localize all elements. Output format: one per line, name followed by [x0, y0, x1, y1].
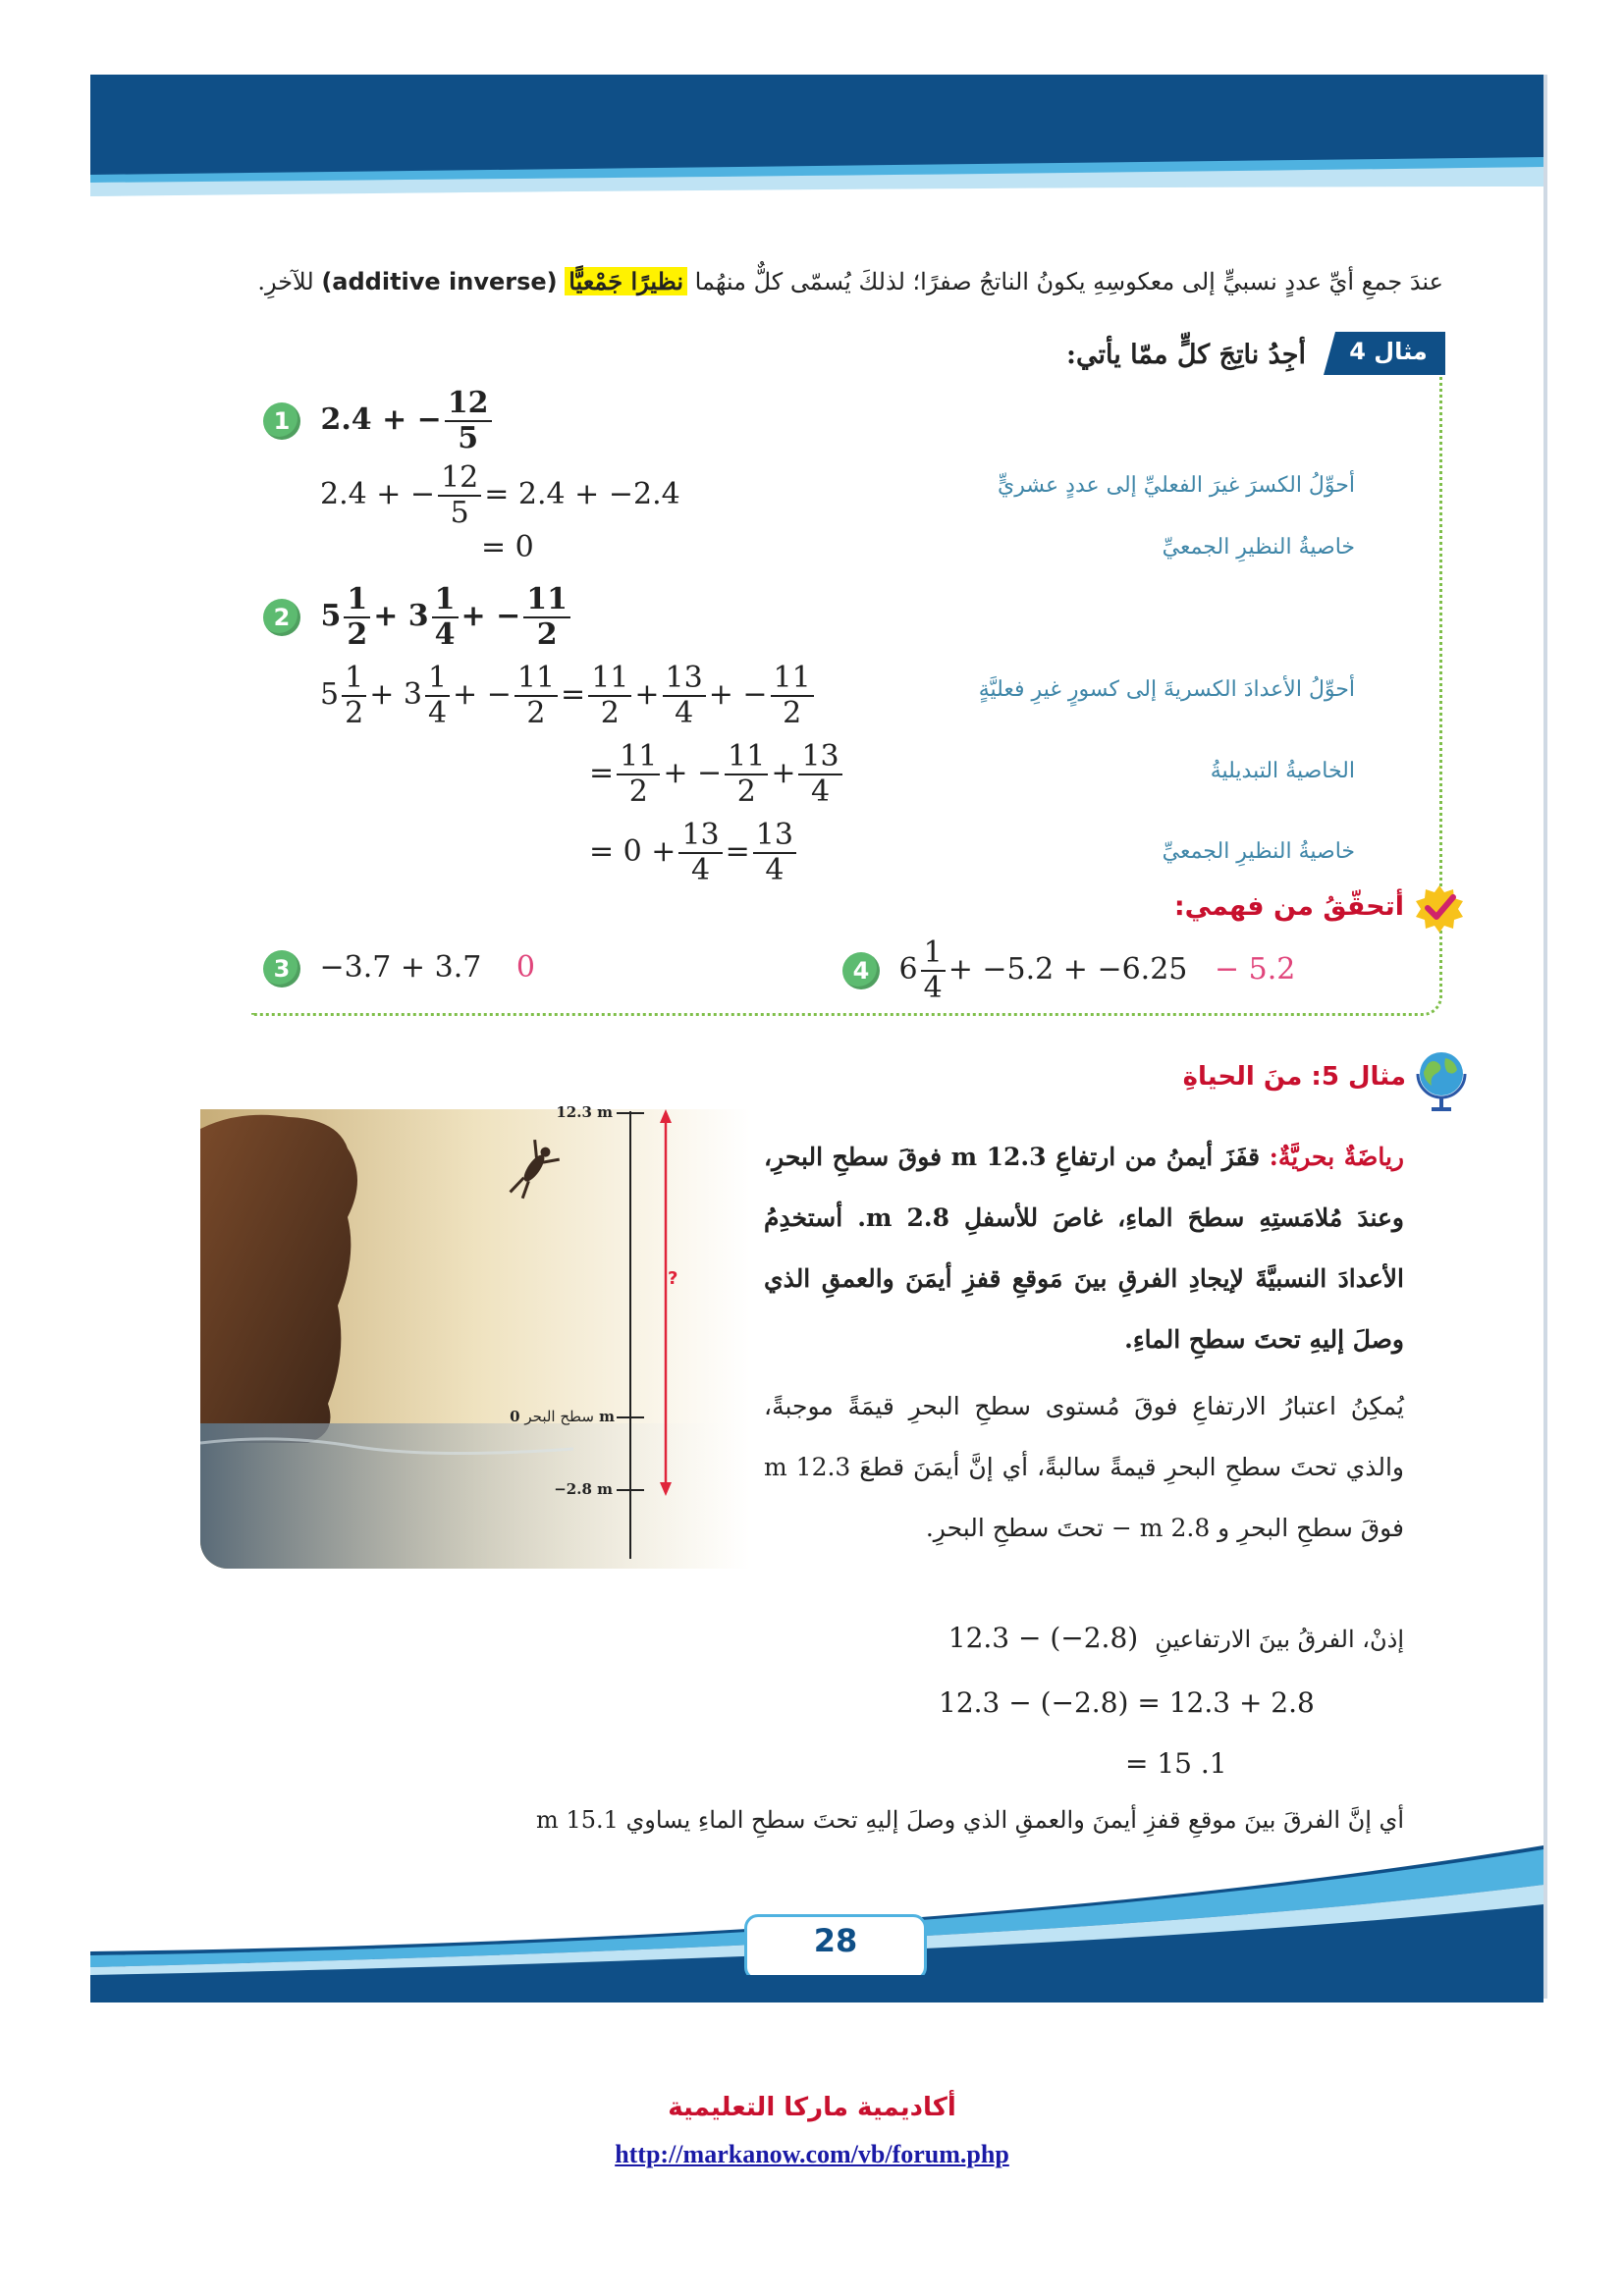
problem-1-step-1	[320, 460, 680, 530]
fraction-numerator: 13	[798, 742, 841, 775]
fraction-denominator: 2	[628, 774, 648, 809]
fraction-denominator: 4	[923, 971, 943, 1005]
fraction-denominator: 5	[458, 421, 479, 455]
problem-4-answer: − 5.2	[1214, 952, 1296, 987]
problem-1-note-2: خاصيةُ النظيرِ الجمعيِّ	[1162, 535, 1355, 560]
fraction-numerator: 11	[725, 742, 768, 775]
fraction-denominator: 4	[811, 774, 831, 809]
fraction-denominator: 2	[783, 696, 802, 730]
problem-2-step-2	[589, 739, 845, 809]
calc-line-2: 12.3 − (−2.8) = 12.3 + 2.8	[939, 1686, 1315, 1719]
problem-3-answer: 0	[515, 950, 535, 985]
operator: =	[561, 677, 586, 712]
operator: + −	[663, 756, 723, 790]
fraction-denominator: 4	[434, 617, 456, 652]
fraction-denominator: 2	[736, 774, 756, 809]
calc-conclusion: أي إنَّ الفرقَ بينَ موقعِ قفزِ أيمنَ والعمقِ الذي وصلَ إليهِ تحتَ سطحِ الماءِ يساوي 15.1 m	[536, 1806, 1404, 1834]
calc-line-1	[785, 1622, 1404, 1654]
fraction-numerator: 12	[445, 389, 492, 422]
fraction-denominator: 4	[675, 696, 694, 730]
fraction-denominator: 4	[427, 696, 448, 730]
problem-2-question	[263, 582, 573, 652]
globe-icon	[1414, 1048, 1471, 1113]
operator: + −	[460, 599, 521, 633]
fraction-numerator: 1	[425, 664, 450, 697]
footer-band-bottom	[90, 1975, 1543, 1999]
problem-3	[263, 950, 535, 988]
fraction-denominator: 2	[347, 617, 368, 652]
fraction-numerator: 13	[663, 664, 706, 697]
intro-suffix: للآخرِ.	[257, 268, 314, 295]
problem-1-result: = 0	[481, 530, 534, 564]
problem-2-note-3: خاصيةُ النظيرِ الجمعيِّ	[1162, 839, 1355, 864]
problem-4	[842, 935, 1296, 1005]
intro-term-highlight: نظيرًا جَمْعيًّا	[565, 267, 687, 295]
calc-line-1-math: 12.3 − (−2.8)	[947, 1622, 1139, 1654]
height-label-bottom: −2.8 m	[554, 1480, 613, 1498]
academy-link[interactable]: http://markanow.com/vb/forum.php	[615, 2140, 1009, 2168]
sea-level-number: 0 m	[510, 1408, 615, 1425]
fraction-numerator: 13	[753, 821, 796, 854]
whole-number: 6	[898, 952, 918, 987]
fraction-numerator: 1	[432, 585, 459, 618]
operator: + −	[708, 677, 768, 712]
p1-s-term: 2.4 + −	[320, 477, 436, 511]
calc-line-3: = 15 .1	[1125, 1747, 1227, 1780]
operator: =	[725, 834, 750, 869]
example5-paragraph-2: يُمكِنُ اعتبارُ الارتفاعِ فوقَ مُستوى سطحِ البحرِ قيمَةً موجبةً، والذي تحتَ سطحِ البحرِ قيمةً سالبةً، أي إنَّ أيمَنَ قطعَ 12.3 m فوقَ سطحِ البحرِ و 2.8 m − تحتَ سطحِ البحرِ.	[764, 1392, 1404, 1542]
sea-level-word: سطح البحر	[524, 1408, 594, 1425]
height-question-mark: ?	[668, 1268, 678, 1289]
fraction-denominator: 5	[450, 496, 469, 530]
operator: =	[589, 756, 615, 790]
example5-paragraph-1	[764, 1127, 1404, 1370]
fraction-denominator: 2	[600, 696, 620, 730]
problem-3-expression: −3.7 + 3.7	[319, 950, 482, 985]
problem-4-expression: + −5.2 + −6.25	[947, 952, 1188, 987]
fraction-denominator: 4	[690, 853, 711, 887]
fraction-denominator: 2	[345, 696, 364, 730]
whole-number: 5	[320, 599, 342, 633]
problem-1-note-1: أحوِّلُ الكسرَ غيرَ الفعليِّ إلى عددٍ عشريٍّ	[998, 473, 1355, 498]
fraction-numerator: 11	[588, 664, 631, 697]
height-label-top: 12.3 m	[556, 1103, 613, 1121]
fraction-numerator: 1	[342, 664, 366, 697]
height-label-zero	[477, 1408, 615, 1425]
operator: = 0 +	[589, 834, 677, 869]
example4-title: أجِدُ ناتِجَ كلٍّ ممّا يأتي:	[1066, 340, 1306, 370]
fraction-numerator: 11	[617, 742, 660, 775]
operator: +	[771, 756, 796, 790]
problem-number-1: 1	[263, 402, 300, 440]
example4-tab-label: مثال 4	[1349, 338, 1428, 365]
fraction-denominator: 4	[765, 853, 785, 887]
intro-english-term: (additive inverse)	[321, 268, 558, 295]
fraction-numerator: 11	[514, 664, 558, 697]
example5-para1-text: قفَزَ أيمنُ من ارتفاعِ 12.3 m فوقَ سطحِ البحرِ، وعندَ مُلامَستِهِ سطحَ الماءِ، غاصَ للأسفلِ 2.8 m. أستخدِمُ الأعدادَ النسبيَّةَ لإيجادِ الفرقِ بينَ مَوقعِ قفزِ أيمَنَ والعمقِ الذي وصلَ إليهِ تحتَ سطحِ الماءِ.	[764, 1143, 1404, 1354]
page-number: 28	[813, 1922, 858, 1959]
intro-sentence	[216, 267, 1443, 295]
fraction-numerator: 1	[921, 938, 946, 972]
fraction-numerator: 12	[438, 463, 481, 497]
problem-1-question	[263, 386, 495, 455]
problem-2-step-1	[320, 661, 817, 730]
operator: + −	[453, 677, 512, 712]
header-wave	[90, 157, 1543, 226]
fraction-numerator: 11	[771, 664, 814, 697]
height-scale	[609, 1105, 687, 1567]
page-edge-stripe	[1543, 75, 1547, 1999]
operator: + 3	[369, 677, 422, 712]
intro-prefix: عندَ جمعِ أيِّ عددٍ نسبيٍّ إلى معكوسِهِ يكونُ الناتجُ صفرًا؛ لذلكَ يُسمّى كلٌّ منهُما	[694, 268, 1443, 295]
whole-number: 5	[320, 677, 340, 712]
problem-number-2: 2	[263, 599, 300, 636]
problem-number-3: 3	[263, 950, 300, 988]
problem-2-note-1: أحوِّلُ الأعدادَ الكسريةَ إلى كسورٍ غيرِ فعليَّةٍ	[978, 677, 1355, 702]
calc-line-1-text: إذنْ، الفرقُ بينَ الارتفاعينِ	[1155, 1626, 1404, 1653]
problem-2-step-3	[589, 818, 799, 887]
problem-number-4: 4	[842, 952, 880, 989]
academy-name: أكاديمية ماركا التعليمية	[668, 2093, 956, 2122]
operator: + 3	[373, 599, 429, 633]
fraction-numerator: 1	[344, 585, 370, 618]
operator: +	[634, 677, 660, 712]
problem-2-note-2: الخاصيةُ التبديليةُ	[1210, 759, 1355, 783]
p1-s-result: = 2.4 + −2.4	[484, 477, 680, 511]
example5-title: مثال 5: منَ الحياةِ	[1182, 1062, 1406, 1092]
example5-lead: رياضَةٌ بحريَّةٌ:	[1269, 1143, 1404, 1171]
fraction-denominator: 2	[536, 617, 558, 652]
fraction-numerator: 11	[523, 585, 570, 618]
fraction-numerator: 13	[678, 821, 722, 854]
fraction-denominator: 2	[526, 696, 546, 730]
p1-q-term: 2.4 + −	[320, 402, 442, 437]
check-understanding-icon	[1414, 883, 1465, 933]
check-understanding-title: أتحقّقُ من فهمي:	[1173, 891, 1404, 922]
